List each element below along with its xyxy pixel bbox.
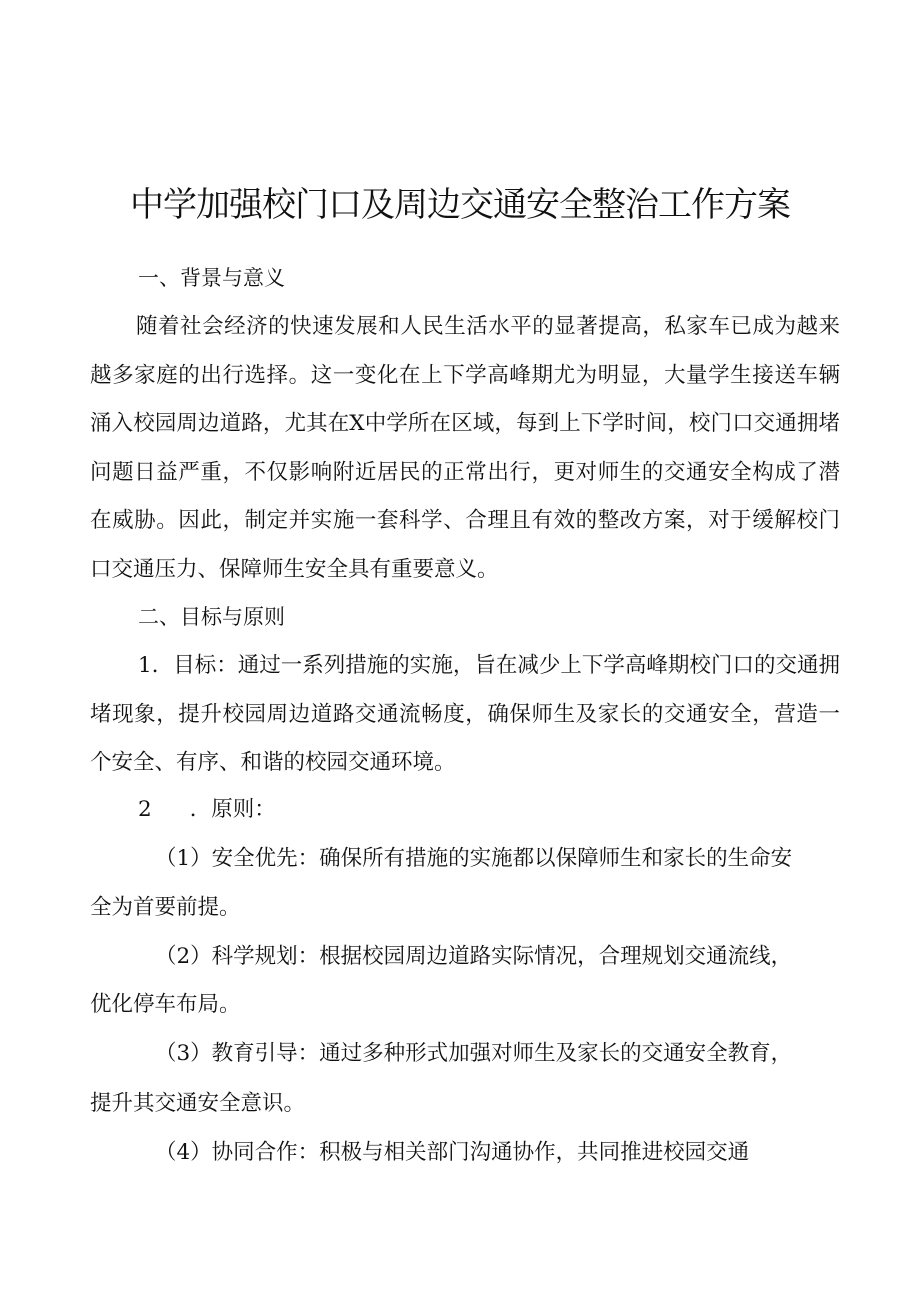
principles-label	[138, 786, 276, 834]
section-heading-goals: 二、目标与原则	[138, 605, 285, 629]
principle-2-line-2: 优化停车布局。	[90, 992, 241, 1017]
principles-number: 2	[138, 797, 152, 822]
principle-4-line-1: （4）协同合作：积极与相关部门沟通协作，共同推进校园交通	[155, 1140, 750, 1165]
goal-paragraph: 1．目标：通过一系列措施的实施，旨在减少上下学高峰期校门口的交通拥堵现象，提升校园周边道路交通流畅度，确保师生及家长的交通安全，营造一个安全、有序、和谐的校园交通环境。	[90, 653, 840, 775]
principle-3-line-2: 提升其交通安全意识。	[90, 1091, 306, 1116]
principle-1-line-1: （1）安全优先：确保所有措施的实施都以保障师生和家长的生命安	[155, 846, 793, 871]
document-title: 中学加强校门口及周边交通安全整治工作方案	[130, 184, 790, 225]
background-paragraph: 随着社会经济的快速发展和人民生活水平的显著提高，私家车已成为越来越多家庭的出行选择。这一变化在上下学高峰期尤为明显，大量学生接送车辆涌入校园周边道路，尤其在X中学所在区域，每到上下学时间，校门口交通拥堵问题日益严重，不仅影响附近居民的正常出行，更对师生的交通安全构成了潜在威胁。因此，制定并实施一套科学、合理且有效的整改方案，对于缓解校门口交通压力、保障师生安全具有重要意义。	[90, 314, 840, 582]
principle-2-line-1: （2）科学规划：根据校园周边道路实际情况，合理规划交通流线，	[155, 944, 793, 969]
principles-label-text: ．原则：	[189, 797, 276, 822]
principle-3-line-1: （3）教育引导：通过多种形式加强对师生及家长的交通安全教育，	[155, 1041, 793, 1066]
section-heading-background: 一、背景与意义	[138, 266, 285, 290]
principle-1-line-2: 全为首要前提。	[90, 895, 241, 920]
